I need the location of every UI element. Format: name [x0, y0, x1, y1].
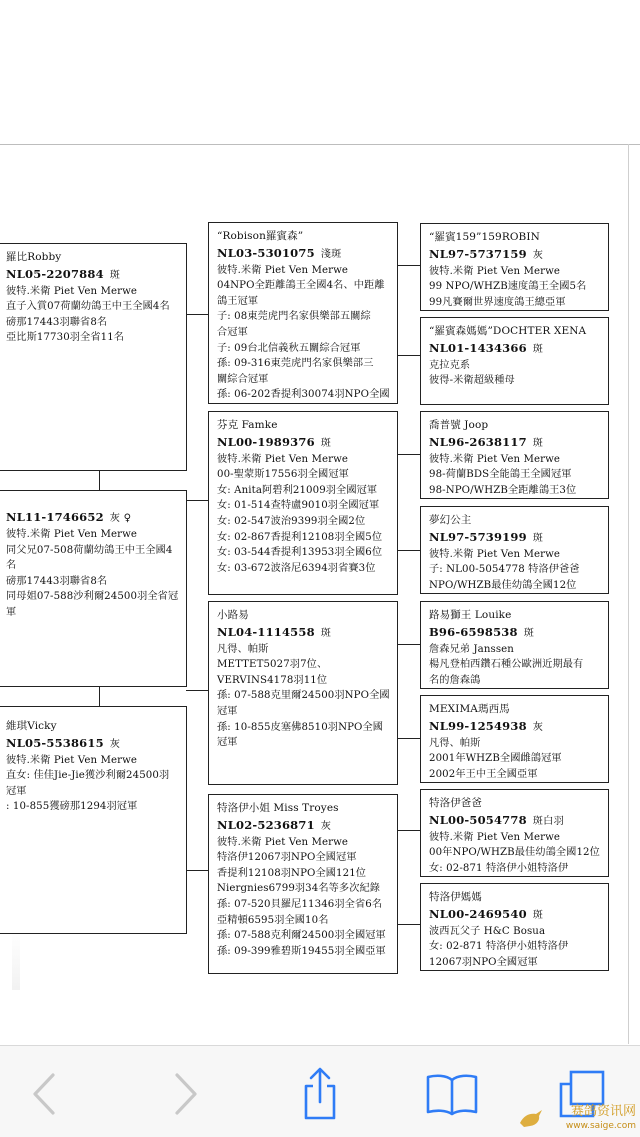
detail-line: 冠軍: [6, 785, 27, 797]
pedigree-card-robin-159[interactable]: [420, 223, 609, 311]
page-right-margin: [628, 144, 629, 1044]
browser-toolbar: [0, 1045, 640, 1137]
plumage-color: 斑: [532, 909, 544, 921]
detail-line: 子: 09台北信義秋五關綜合冠軍: [217, 342, 361, 354]
detail-line: 直子入賞07荷蘭幼鴿王中王全國4名: [6, 301, 170, 313]
detail-line: 2001年WHZB全國雌鴿冠軍: [429, 753, 562, 765]
plumage-color: 斑: [523, 627, 535, 639]
pedigree-card-vicky[interactable]: [0, 706, 187, 934]
connector-line: [397, 924, 421, 925]
connector-line: [397, 550, 421, 551]
pedigree-card-joop[interactable]: [420, 411, 609, 499]
detail-line: 名的詹森鴿: [429, 674, 481, 686]
detail-line: 名: [6, 560, 17, 572]
pigeon-name: 喬普號 Joop: [429, 419, 489, 431]
detail-line: Niergnies6799羽34名等多次紀錄: [217, 883, 381, 895]
plumage-color: 灰: [109, 738, 121, 750]
watermark-url-text: www.saige.com: [565, 1121, 636, 1131]
detail-line: NPO/WHZB最佳幼鴿全國12位: [429, 579, 577, 591]
pedigree-card-troyes-mother[interactable]: [420, 883, 609, 971]
detail-line: 彼特.米衛 Piet Ven Merwe: [429, 548, 561, 560]
detail-line: VERVINS4178羽11位: [217, 674, 328, 686]
connector-line: [397, 644, 421, 645]
detail-line: 凡得、帕斯: [217, 643, 269, 655]
detail-line: 98-荷蘭BDS全能鴿王全國冠軍: [429, 469, 572, 481]
plumage-color: 斑白羽: [532, 815, 564, 827]
connector-line: [397, 265, 421, 266]
detail-line: 2002年王中王全國亞軍: [429, 768, 538, 780]
ring-number: NL00-1989376 斑: [217, 434, 332, 449]
ring-number: B96-6598538 斑: [429, 624, 535, 639]
plumage-color: 斑: [320, 627, 332, 639]
ring-number: NL02-5236871 灰: [217, 817, 332, 832]
pigeon-name: 維琪Vicky: [6, 720, 57, 732]
detail-line: 波西瓦父子 H&C Bosua: [429, 925, 546, 937]
pigeon-name: 特洛伊爸爸: [429, 797, 482, 809]
detail-line: 98-NPO/WHZB全距離鴿王3位: [429, 484, 577, 496]
detail-line: 子: 08東莞虎門名家俱樂部五關綜: [217, 311, 371, 323]
detail-line: 彼特.米衛 Piet Ven Merwe: [217, 836, 349, 848]
detail-line: 女: 02-867香提利12108羽全國5位: [217, 531, 383, 543]
watermark-main-text: 赛鸽资讯网: [570, 1104, 636, 1119]
pigeon-name: 特洛伊小姐 Miss Troyes: [217, 802, 339, 814]
plumage-color: 斑: [532, 343, 544, 355]
plumage-color: 灰: [320, 820, 332, 832]
plumage-color: 斑: [109, 269, 121, 281]
connector-line: [186, 500, 208, 501]
document-top-edge: [0, 144, 640, 145]
ring-number: NL05-2207884 斑: [6, 266, 121, 281]
detail-line: 磅那17443羽聯省8名: [6, 316, 108, 328]
detail-line: 彼特.米衛 Piet Ven Merwe: [217, 453, 349, 465]
detail-line: 彼特.米衛 Piet Ven Merwe: [429, 265, 561, 277]
detail-line: 直女: 佳佳Jie-Jie獲沙利爾24500羽: [6, 770, 170, 782]
page-shadow: [12, 930, 20, 990]
detail-line: 彼特.米衛 Piet Ven Merwe: [6, 285, 138, 297]
detail-line: METTET5027羽7位、: [217, 659, 328, 671]
pedigree-card-nl11[interactable]: [0, 490, 187, 687]
detail-line: 凡得、帕斯: [429, 737, 481, 749]
detail-line: 女: 03-672波洛尼6394羽省賽3位: [217, 562, 376, 574]
pedigree-card-robby[interactable]: [0, 243, 187, 471]
detail-line: 軍: [6, 606, 17, 618]
pigeon-name: 特洛伊媽媽: [429, 891, 482, 903]
detail-line: 同父兄07-508荷蘭幼鴿王中王全國4: [6, 544, 173, 556]
pigeon-name: 小路易: [217, 609, 249, 621]
pedigree-card-troyes-father[interactable]: [420, 789, 609, 877]
detail-line: 12067羽NPO全國冠軍: [429, 956, 538, 968]
pigeon-name: 路易獅王 Louike: [429, 609, 512, 621]
detail-line: 子: NL00-5054778 特洛伊爸爸: [429, 564, 580, 576]
detail-line: 孫: 10-855皮塞佛8510羽NPO全國: [217, 721, 384, 733]
pedigree-card-louike[interactable]: [420, 601, 609, 689]
plumage-color: 斑: [532, 532, 544, 544]
detail-line: 女: 02-871 特洛伊小姐特洛伊: [429, 941, 569, 953]
detail-line: 冠軍: [217, 705, 238, 717]
detail-line: 彼特.米衛 Piet Ven Merwe: [6, 529, 138, 540]
detail-line: 彼得-米衛超級種母: [429, 375, 515, 387]
ring-number: NL11-1746652 灰 ♀: [6, 510, 132, 524]
connector-line: [99, 686, 100, 706]
detail-line: 彼特.米衛 Piet Ven Merwe: [217, 264, 349, 276]
ring-number: NL00-2469540 斑: [429, 906, 544, 921]
pigeon-name: “羅賓森媽媽”DOCHTER XENA: [429, 325, 587, 337]
pedigree-card-robison[interactable]: [208, 222, 398, 404]
detail-line: 同母姐07-588沙利爾24500羽全省冠: [6, 591, 179, 603]
detail-line: 99凡賽爾世界速度鴿王總亞軍: [429, 296, 566, 308]
connector-line: [186, 690, 208, 691]
detail-line: 孫: 06-202香提利30074羽NPO全國: [217, 389, 390, 401]
forward-button[interactable]: [156, 1064, 216, 1124]
detail-line: : 10-855獲磅那1294羽冠軍: [6, 801, 138, 813]
ring-number: NL03-5301075 淺斑: [217, 245, 342, 260]
pigeon-name: “羅賓159”159ROBIN: [429, 231, 540, 243]
detail-line: 女: 03-544香提利13953羽全國6位: [217, 547, 383, 559]
detail-line: 亞精頓6595羽全國10名: [217, 914, 329, 926]
detail-line: 00年NPO/WHZB最佳幼鴿全國12位: [429, 847, 600, 859]
pedigree-card-famke[interactable]: [208, 411, 398, 595]
site-watermark: [566, 1105, 636, 1133]
detail-line: 克拉克系: [429, 359, 471, 371]
back-button[interactable]: [14, 1064, 74, 1124]
plumage-color: 灰: [532, 249, 544, 261]
ring-number: NL97-5739199 斑: [429, 529, 544, 544]
detail-line: 女: Anita阿碧利21009羽全國冠軍: [217, 484, 378, 496]
plumage-color: 斑: [320, 437, 332, 449]
book-icon: [424, 1072, 480, 1116]
detail-line: 孫: 09-316東莞虎門名家俱樂部三: [217, 358, 374, 370]
pigeon-name: 芬克 Famke: [217, 419, 278, 431]
detail-line: 彼特.米衛 Piet Ven Merwe: [6, 754, 138, 766]
detail-line: 女: 01-514查特盧9010羽全國冠軍: [217, 500, 380, 512]
ring-number: NL96-2638117 斑: [429, 434, 544, 449]
detail-line: 特洛伊12067羽NPO全國冠軍: [217, 852, 357, 864]
detail-line: 孫: 09-399雅碧斯19455羽全國亞軍: [217, 945, 386, 957]
detail-line: 彼特.米衛 Piet Ven Merwe: [429, 453, 561, 465]
connector-line: [186, 870, 208, 871]
share-button[interactable]: [290, 1064, 350, 1124]
detail-line: 冠軍: [217, 737, 238, 749]
detail-line: 04NPO全距離鴿王全國4名、中距離: [217, 280, 385, 292]
detail-line: 孫: 07-520貝羅尼11346羽全省6名: [217, 898, 383, 910]
pigeon-name: 羅比Robby: [6, 251, 62, 263]
detail-line: 女: 02-871 特洛伊小姐特洛伊: [429, 862, 569, 874]
detail-line: 詹森兄弟 Janssen: [429, 643, 514, 655]
detail-line: 女: 02-547波治9399羽全國2位: [217, 515, 366, 527]
detail-line: 99 NPO/WHZB速度鴿王全國5名: [429, 281, 587, 293]
ring-number: NL99-1254938 灰: [429, 718, 544, 733]
detail-line: 楊凡登柏西鑽石種公歐洲近期最有: [429, 659, 584, 671]
ring-number: NL00-5054778 斑白羽: [429, 812, 564, 827]
pigeon-name: 夢幻公主: [429, 514, 472, 526]
plumage-color: 灰: [532, 721, 544, 733]
chevron-left-icon: [29, 1071, 59, 1117]
detail-line: 合冠軍: [217, 326, 248, 338]
pedigree-card-little-louis[interactable]: [208, 601, 398, 785]
pigeon-name: “Robison羅賓森”: [217, 230, 304, 242]
connector-line: [99, 470, 100, 490]
ring-number: NL97-5737159 灰: [429, 246, 544, 261]
pedigree-card-miss-troyes[interactable]: [208, 794, 398, 974]
detail-line: 磅那17443羽聯省8名: [6, 575, 108, 587]
pedigree-card-dream-princess[interactable]: [420, 506, 609, 594]
plumage-color: 淺斑: [320, 248, 342, 260]
bookmarks-button[interactable]: [422, 1064, 482, 1124]
connector-line: [397, 830, 421, 831]
ring-number: NL01-1434366 斑: [429, 340, 544, 355]
detail-line: 00-聖蒙斯17556羽全國冠軍: [217, 469, 349, 481]
plumage-color: 斑: [532, 437, 544, 449]
detail-line: 孫: 07-588克利爾24500羽全國冠軍: [217, 930, 386, 942]
detail-line: 亞比斯17730羽全省11名: [6, 332, 125, 344]
connector-line: [397, 355, 421, 356]
connector-line: [397, 454, 421, 455]
watermark-pigeon-icon: [518, 1107, 544, 1129]
detail-line: 彼特.米衛 Piet Ven Merwe: [429, 831, 561, 843]
share-icon: [300, 1066, 340, 1122]
plumage-color: 灰 ♀: [109, 513, 132, 524]
connector-line: [397, 738, 421, 739]
connector-line: [186, 314, 208, 315]
detail-line: 關綜合冠軍: [217, 373, 269, 385]
pedigree-card-mexima[interactable]: [420, 695, 609, 783]
ring-number: NL04-1114558 斑: [217, 624, 332, 639]
detail-line: 鴿王冠軍: [217, 295, 259, 307]
detail-line: 香提利12108羽NPO全國121位: [217, 867, 367, 879]
pigeon-name: MEXIMA瑪西馬: [429, 703, 510, 715]
detail-line: 孫: 07-588克里爾24500羽NPO全國: [217, 690, 390, 702]
ring-number: NL05-5538615 灰: [6, 735, 121, 750]
pedigree-card-dochter-xena[interactable]: [420, 317, 609, 405]
chevron-right-icon: [171, 1071, 201, 1117]
